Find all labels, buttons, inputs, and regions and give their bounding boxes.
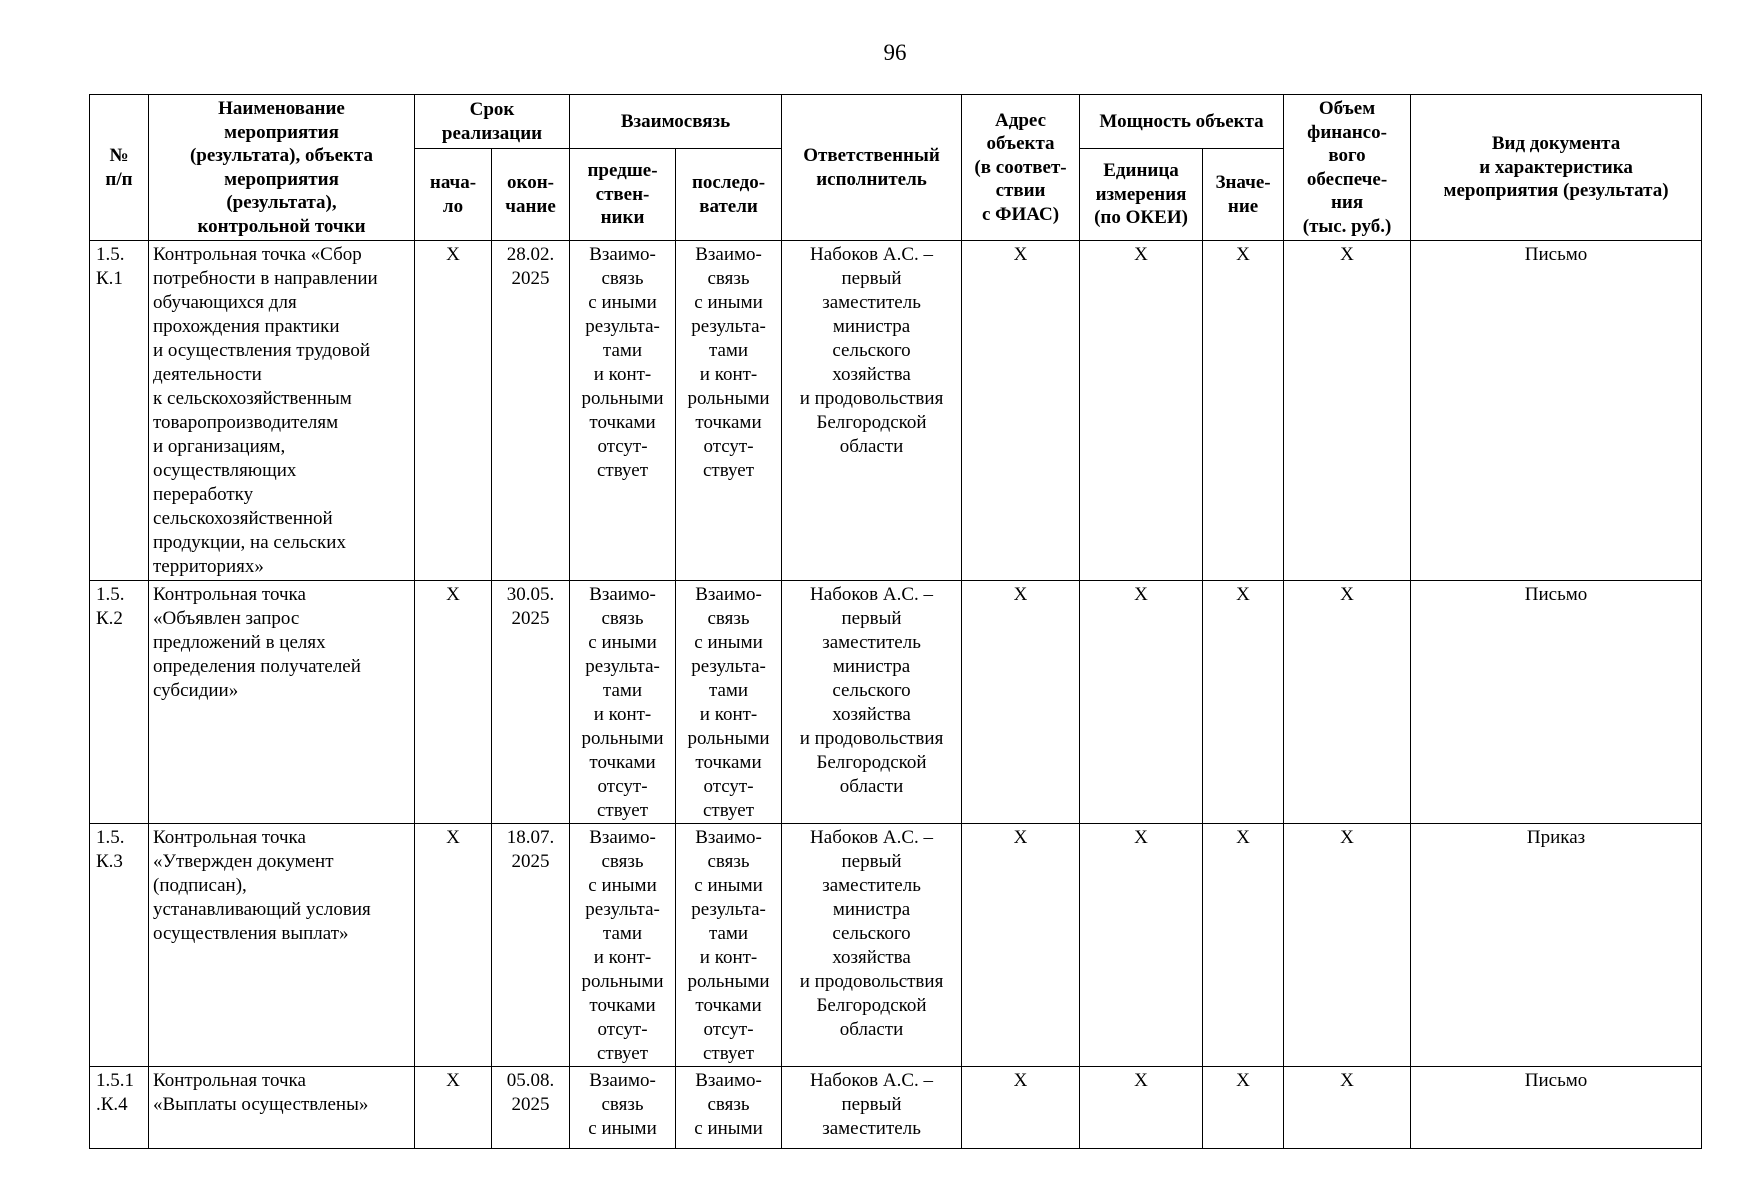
cell-doc-type: Приказ: [1411, 824, 1702, 1067]
cell-pred: Взаимо- связь с иными: [570, 1067, 676, 1149]
cell-value: X: [1203, 1067, 1284, 1149]
cell-unit: X: [1080, 824, 1203, 1067]
cell-start: X: [415, 1067, 492, 1149]
header-address: Адрес объекта (в соответ- ствии с ФИАС): [962, 95, 1080, 241]
cell-address: X: [962, 1067, 1080, 1149]
table-row: [90, 824, 1702, 1067]
cell-name: Контрольная точка «Выплаты осуществлены»: [149, 1067, 415, 1149]
table-row: [90, 1067, 1702, 1149]
cell-responsible: Набоков А.С. – первый заместитель министра сельского хозяйства и продовольствия Белгородской области: [782, 824, 962, 1067]
header-num: № п/п: [90, 95, 149, 241]
cell-unit: X: [1080, 581, 1203, 824]
cell-num: 1.5. К.2: [90, 581, 149, 824]
header-value: Значе- ние: [1203, 149, 1284, 241]
cell-address: X: [962, 824, 1080, 1067]
page-number: 96: [883, 40, 907, 65]
cell-value: X: [1203, 824, 1284, 1067]
cell-end: 05.08. 2025: [492, 1067, 570, 1149]
cell-succ: Взаимо- связь с иными результа- тами и конт- рольными точками отсут- ствует: [676, 824, 782, 1067]
cell-finance: X: [1284, 581, 1411, 824]
header-finance: Объем финансо- вого обеспече- ния (тыс. руб.): [1284, 95, 1411, 241]
cell-value: X: [1203, 241, 1284, 581]
cell-finance: X: [1284, 1067, 1411, 1149]
cell-address: X: [962, 581, 1080, 824]
header-link: Взаимосвязь: [570, 95, 782, 149]
cell-name: Контрольная точка «Объявлен запрос предложений в целях определения получателей субсидии»: [149, 581, 415, 824]
table-row: [90, 241, 1702, 581]
cell-succ: Взаимо- связь с иными результа- тами и конт- рольными точками отсут- ствует: [676, 241, 782, 581]
cell-end: 18.07. 2025: [492, 824, 570, 1067]
cell-start: X: [415, 824, 492, 1067]
header-capacity: Мощность объекта: [1080, 95, 1284, 149]
cell-num: 1.5. К.3: [90, 824, 149, 1067]
cell-doc-type: Письмо: [1411, 581, 1702, 824]
cell-pred: Взаимо- связь с иными результа- тами и конт- рольными точками отсут- ствует: [570, 581, 676, 824]
header-responsible: Ответственный исполнитель: [782, 95, 962, 241]
cell-value: X: [1203, 581, 1284, 824]
cell-unit: X: [1080, 241, 1203, 581]
cell-responsible: Набоков А.С. – первый заместитель министра сельского хозяйства и продовольствия Белгородской области: [782, 241, 962, 581]
cell-name: Контрольная точка «Сбор потребности в направлении обучающихся для прохождения практики и осуществления трудовой деятельности к сельскохозяйственным товаропроизводителям и организациям, осуществляющих переработку сельскохозяйственной продукции, на сельских территориях»: [149, 241, 415, 581]
cell-end: 30.05. 2025: [492, 581, 570, 824]
cell-succ: Взаимо- связь с иными результа- тами и конт- рольными точками отсут- ствует: [676, 581, 782, 824]
cell-succ: Взаимо- связь с иными: [676, 1067, 782, 1149]
cell-start: X: [415, 241, 492, 581]
header-term-start: нача- ло: [415, 149, 492, 241]
plan-table: [89, 94, 1702, 1149]
header-doc-type: Вид документа и характеристика мероприятия (результата): [1411, 95, 1702, 241]
header-term-end: окон- чание: [492, 149, 570, 241]
cell-responsible: Набоков А.С. – первый заместитель министра сельского хозяйства и продовольствия Белгородской области: [782, 581, 962, 824]
cell-doc-type: Письмо: [1411, 1067, 1702, 1149]
cell-num: 1.5. К.1: [90, 241, 149, 581]
table-row: [90, 581, 1702, 824]
table-header: [90, 95, 1702, 241]
cell-doc-type: Письмо: [1411, 241, 1702, 581]
cell-pred: Взаимо- связь с иными результа- тами и конт- рольными точками отсут- ствует: [570, 824, 676, 1067]
header-term: Срок реализации: [415, 95, 570, 149]
cell-finance: X: [1284, 824, 1411, 1067]
cell-unit: X: [1080, 1067, 1203, 1149]
cell-pred: Взаимо- связь с иными результа- тами и конт- рольными точками отсут- ствует: [570, 241, 676, 581]
cell-end: 28.02. 2025: [492, 241, 570, 581]
header-unit: Единица измерения (по ОКЕИ): [1080, 149, 1203, 241]
cell-start: X: [415, 581, 492, 824]
cell-name: Контрольная точка «Утвержден документ (подписан), устанавливающий условия осуществления выплат»: [149, 824, 415, 1067]
cell-num: 1.5.1 .К.4: [90, 1067, 149, 1149]
cell-finance: X: [1284, 241, 1411, 581]
header-link-succ: последо- ватели: [676, 149, 782, 241]
header-name: Наименование мероприятия (результата), объекта мероприятия (результата), контрольной точки: [149, 95, 415, 241]
cell-responsible: Набоков А.С. – первый заместитель: [782, 1067, 962, 1149]
cell-address: X: [962, 241, 1080, 581]
header-link-pred: предше- ствен- ники: [570, 149, 676, 241]
